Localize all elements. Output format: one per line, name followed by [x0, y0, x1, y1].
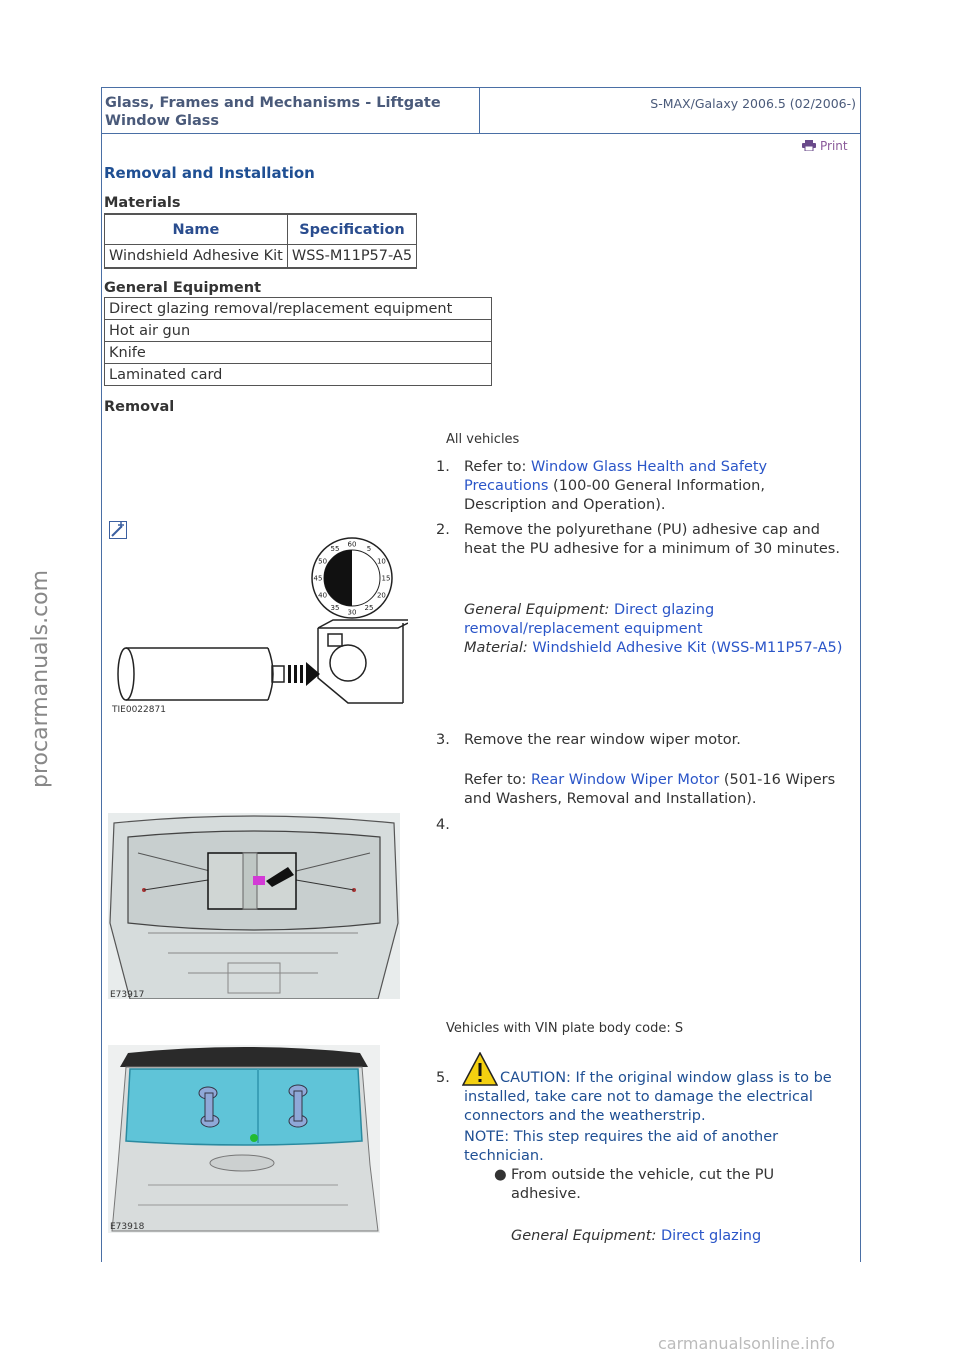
- equipment-table: [104, 297, 492, 386]
- figure-label: E73918: [110, 1222, 145, 1232]
- table-row: [105, 320, 492, 342]
- step-text: Remove the rear window wiper motor.: [464, 732, 741, 748]
- page-header: [101, 87, 860, 134]
- link-direct-glazing[interactable]: Direct glazing: [660, 1228, 762, 1244]
- equipment-item: Hot air gun: [105, 320, 492, 342]
- section-heading: Removal and Installation: [104, 164, 315, 182]
- step-refer-suffix: (100-00 General Information, Description and Operation).: [464, 478, 765, 513]
- vehicle-note-vin: Vehicles with VIN plate body code: S: [446, 1021, 684, 1036]
- equipment-item: Laminated card: [105, 364, 492, 386]
- header-divider: [479, 88, 480, 133]
- page-title: Glass, Frames and Mechanisms - Liftgate Window Glass: [105, 95, 441, 129]
- dial-number: 5: [366, 545, 372, 554]
- dial-number: 55: [330, 545, 340, 554]
- column-header-spec: Specification: [287, 214, 416, 245]
- dial-number: 10: [376, 557, 386, 566]
- materials-table: [104, 213, 417, 269]
- figure-liftgate-interior: [108, 813, 400, 999]
- step-refer-prefix: Refer to:: [464, 772, 531, 788]
- figure-label: TIE0022871: [112, 705, 166, 715]
- dial-number: 35: [330, 603, 340, 612]
- removal-heading: Removal: [104, 399, 175, 415]
- step-number: 2.: [436, 522, 450, 538]
- model-label: S-MAX/Galaxy 2006.5 (02/2006-): [650, 96, 856, 111]
- dial-number: 60: [347, 540, 357, 549]
- step-number: 3.: [436, 732, 450, 748]
- material-name: Windshield Adhesive Kit: [105, 245, 288, 269]
- footer-watermark: carmanualsonline.info: [658, 1334, 836, 1353]
- equipment-item: Knife: [105, 342, 492, 364]
- step-number: 5.: [436, 1070, 450, 1086]
- dial-number: 20: [376, 591, 386, 600]
- step-refer-prefix: Refer to:: [464, 459, 531, 475]
- side-watermark: procarmanuals.com: [28, 569, 53, 788]
- dial-number: 25: [364, 603, 374, 612]
- table-row: [105, 364, 492, 386]
- print-label: Print: [820, 139, 848, 153]
- table-row: [105, 342, 492, 364]
- equipment-label: General Equipment:: [464, 602, 614, 618]
- dial-number: 30: [347, 608, 357, 617]
- link-wiper-motor[interactable]: Rear Window Wiper Motor: [531, 772, 720, 788]
- materials-heading: Materials: [104, 195, 181, 211]
- printer-icon: [802, 140, 816, 151]
- step-refer-suffix: (501-16 Wipers and Washers, Removal and Installation).: [464, 772, 836, 807]
- material-label: Material:: [464, 640, 533, 656]
- print-button[interactable]: [802, 139, 848, 153]
- figure-label: E73917: [110, 990, 145, 999]
- table-row: [105, 298, 492, 320]
- link-adhesive-kit[interactable]: Windshield Adhesive Kit (WSS-M11P57-A5): [532, 640, 843, 656]
- figure-adhesive-heater: [108, 528, 408, 718]
- link-direct-glazing[interactable]: Direct glazing removal/replacement equipment: [464, 602, 715, 637]
- material-spec: WSS-M11P57-A5: [287, 245, 416, 269]
- dial-number: 40: [318, 591, 328, 600]
- table-row: [105, 245, 417, 269]
- equipment-heading: General Equipment: [104, 280, 262, 296]
- step-number: 1.: [436, 459, 450, 475]
- figure-liftgate-glass: [108, 1045, 380, 1233]
- link-health-safety[interactable]: Window Glass Health and Safety Precautions: [464, 459, 768, 494]
- equipment-label: General Equipment:: [511, 1228, 661, 1244]
- dial-number: 50: [318, 557, 328, 566]
- step-text: Remove the polyurethane (PU) adhesive cap and heat the PU adhesive for a minimum of 30 minutes.: [464, 522, 840, 557]
- equipment-item: Direct glazing removal/replacement equipment: [105, 298, 492, 320]
- dial-number: 45: [313, 574, 323, 583]
- dial-number: 15: [381, 574, 391, 583]
- vehicle-note-all: All vehicles: [446, 432, 520, 447]
- column-header-name: Name: [105, 214, 288, 245]
- bullet-icon: ●: [494, 1167, 507, 1183]
- step-number: 4.: [436, 817, 450, 833]
